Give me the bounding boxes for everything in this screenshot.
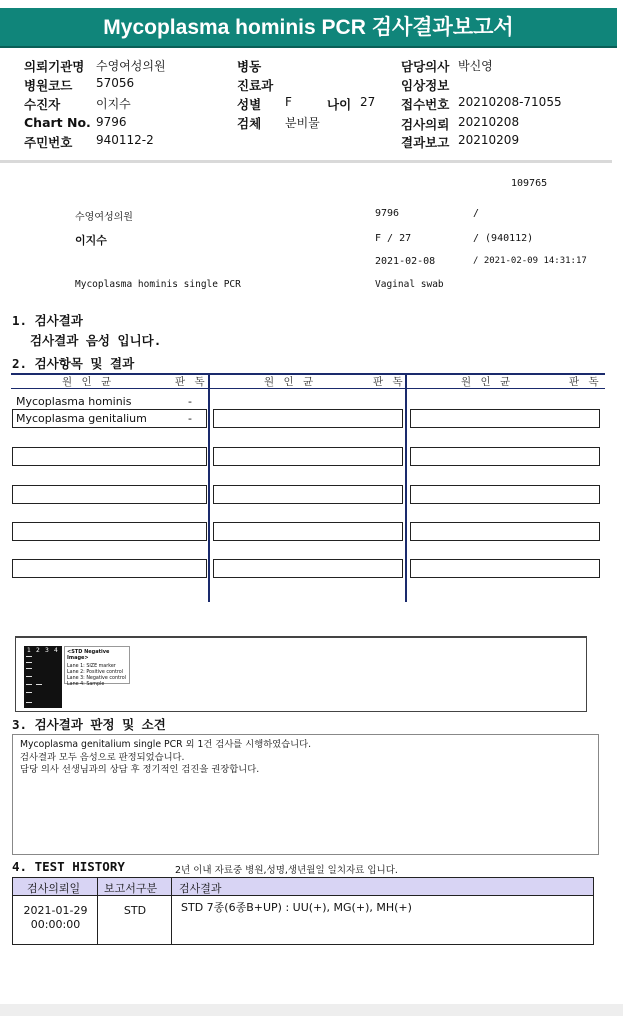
history-table — [12, 877, 594, 945]
meta-specimen: Vaginal swab — [375, 279, 444, 290]
col-judgement-1: 판 독 — [175, 376, 208, 388]
gel-legend-item: Lane 3: Negative control — [67, 676, 127, 681]
history-date: 2021-01-29 — [23, 904, 88, 917]
header-doctor: 담당의사 박신영 — [401, 59, 493, 74]
header-hospital-code: 병원코드 57056 — [24, 76, 135, 93]
gel-lane-label: 2 — [36, 647, 40, 654]
gel-legend-item: Lane 4: Sample — [67, 682, 105, 687]
header-hospital-name: 의뢰기관명 수영여성의원 — [24, 59, 166, 74]
result-grid-divider-1 — [208, 373, 210, 602]
meta-chart: 9796 — [375, 208, 400, 219]
meta-sex-age: F / 27 — [375, 233, 412, 244]
comment-line: Mycoplasma genitalium single PCR 외 1건 검사를 시행하였습니다. — [20, 739, 312, 750]
header-clinical-info: 임상정보 — [401, 78, 450, 93]
gel-lane-label: 1 — [27, 647, 31, 654]
result-cell — [12, 447, 207, 466]
history-type: STD — [123, 904, 147, 917]
report-title: Mycoplasma hominis PCR 검사결과보고서 — [0, 8, 617, 48]
header-specimen: 검체 분비물 — [237, 116, 320, 131]
section3-title: 3. 검사결과 판정 및 소견 — [12, 717, 166, 732]
result-cell — [12, 559, 207, 578]
section2-title: 2. 검사항목 및 결과 — [12, 356, 135, 371]
meta-hospital: 수영여성의원 — [75, 212, 133, 223]
meta-birth: / (940112) — [473, 233, 534, 244]
meta-report-datetime: / 2021-02-09 14:31:17 — [473, 256, 587, 266]
result-cell — [213, 522, 403, 541]
col-judgement-3: 판 독 — [569, 376, 602, 388]
organism-name: Mycoplasma genitalium — [16, 412, 147, 425]
header-age: 나이 27 — [327, 95, 376, 112]
meta-slash: / — [473, 208, 480, 219]
report-number: 109765 — [511, 178, 548, 189]
gel-lane-label: 3 — [45, 647, 49, 654]
gel-legend-item: Lane 2: Positive control — [67, 670, 123, 675]
comment-box — [12, 734, 599, 855]
history-note: 2년 이내 자료중 병원,성명,생년월일 일치자료 입니다. — [175, 865, 398, 876]
col-organism-2: 원 인 균 — [264, 376, 317, 388]
section4-title: 4. TEST HISTORY — [12, 859, 125, 874]
meta-request-date: 2021-02-08 — [375, 256, 436, 267]
gel-legend-item: Lane 1: SIZE marker — [67, 664, 116, 669]
header-ward: 병동 — [237, 59, 262, 74]
result-grid-divider-2 — [405, 373, 407, 602]
header-department: 진료과 — [237, 78, 274, 93]
result-cell — [410, 559, 600, 578]
section1-result: 검사결과 음성 입니다. — [30, 333, 162, 348]
meta-patient: 이지수 — [75, 234, 107, 247]
result-cell — [12, 485, 207, 504]
organism-result: - — [188, 412, 192, 425]
comment-line: 검사결과 모두 음성으로 판정되었습니다. — [20, 751, 185, 763]
result-cell — [410, 485, 600, 504]
header-sex: 성별 F — [237, 95, 292, 112]
gel-legend — [64, 646, 130, 687]
col-judgement-2: 판 독 — [373, 376, 406, 388]
result-cell — [410, 522, 600, 541]
result-cell — [213, 485, 403, 504]
header-resident-no: 주민번호 940112-2 — [24, 133, 154, 150]
history-time: 00:00:00 — [30, 918, 81, 931]
section1-title: 1. 검사결과 — [12, 313, 83, 328]
header-divider — [0, 160, 612, 163]
gel-caption: <STD Negative Image> — [67, 649, 110, 661]
gel-lane-label: 4 — [54, 647, 58, 654]
header-report-date: 결과보고 20210209 — [401, 133, 520, 150]
footer-bar — [0, 1004, 623, 1016]
history-header-result: 검사결과 — [179, 882, 222, 895]
gel-image — [24, 646, 62, 708]
history-result: STD 7종(6종B+UP) : UU(+), MG(+), MH(+) — [181, 901, 412, 914]
result-cell — [410, 447, 600, 466]
header-chart-no: Chart No. 9796 — [24, 115, 127, 130]
result-cell — [213, 409, 403, 428]
col-organism-3: 원 인 균 — [461, 376, 514, 388]
organism-result: - — [188, 395, 192, 408]
result-cell — [213, 447, 403, 466]
col-organism-1: 원 인 균 — [62, 376, 115, 388]
result-cell — [12, 522, 207, 541]
organism-name: Mycoplasma hominis — [16, 395, 132, 408]
result-cell — [410, 409, 600, 428]
history-header-date: 검사의뢰일 — [27, 882, 81, 895]
header-accession-no: 접수번호 20210208-71055 — [401, 95, 562, 112]
history-header-type: 보고서구분 — [104, 882, 158, 895]
result-cell — [213, 559, 403, 578]
meta-test-name: Mycoplasma hominis single PCR — [75, 279, 241, 290]
header-patient: 수진자 이지수 — [24, 97, 131, 112]
comment-line: 담당 의사 선생님과의 상담 후 정기적인 검진을 권장합니다. — [20, 764, 260, 775]
header-request-date: 검사의뢰 20210208 — [401, 115, 520, 132]
